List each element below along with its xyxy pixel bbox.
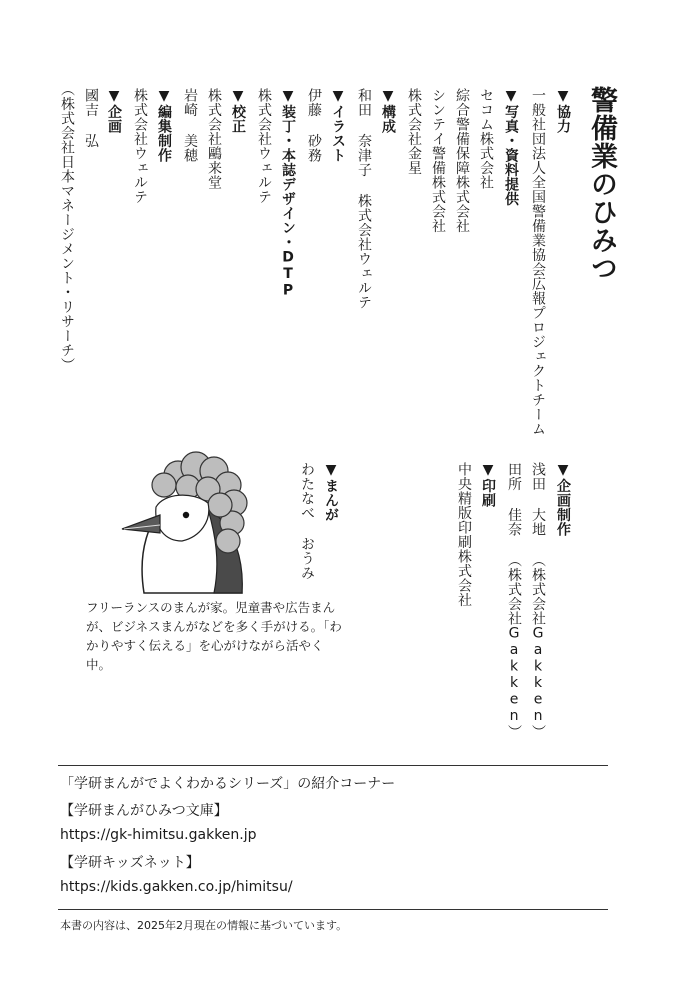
photos-label: ▼写真・資料提供 xyxy=(503,88,519,206)
book-title: 警備業のひみつ xyxy=(586,86,617,282)
planning-value-1: 國吉 弘 xyxy=(83,88,99,148)
production-value-2: 田所 佳奈 （株式会社Gakken） xyxy=(506,462,522,739)
planning-label: ▼企画 xyxy=(106,88,122,134)
link-name-2: 【学研キッズネット】 xyxy=(60,855,200,871)
cooperation-value: 一般社団法人全国警備業協会広報プロジェクトチーム xyxy=(530,88,546,436)
link-url-2[interactable]: https://kids.gakken.co.jp/himitsu/ xyxy=(60,879,293,895)
illustration-value: 伊藤 砂務 xyxy=(306,88,322,163)
cooperation-label: ▼協力 xyxy=(555,88,571,134)
series-heading: 「学研まんがでよくわかるシリーズ」の紹介コーナー xyxy=(60,776,396,792)
link-name-1: 【学研まんがひみつ文庫】 xyxy=(60,803,228,819)
composition-value: 和田 奈津子 株式会社ウェルテ xyxy=(356,88,372,310)
penguin-artist-illustration xyxy=(116,445,256,595)
production-label: ▼企画制作 xyxy=(555,462,571,537)
manga-value: わたなべ おうみ xyxy=(299,462,315,580)
production-value-1: 浅田 大地 （株式会社Gakken） xyxy=(530,462,546,739)
photos-value-1: セコム株式会社 xyxy=(478,88,494,190)
photos-value-4: 株式会社金星 xyxy=(406,88,422,175)
link-url-1[interactable]: https://gk-himitsu.gakken.jp xyxy=(60,827,257,843)
photos-value-2: 綜合警備保障株式会社 xyxy=(454,88,470,233)
proofreading-value-1: 株式会社鷗来堂 xyxy=(206,88,222,190)
composition-label: ▼構成 xyxy=(380,88,396,134)
printing-label: ▼印刷 xyxy=(480,462,496,508)
illustration-label: ▼イラスト xyxy=(330,88,346,163)
photos-value-3: シンテイ警備株式会社 xyxy=(430,88,446,233)
section-divider-bottom xyxy=(58,909,608,910)
artist-description: フリーランスのまんが家。児童書や広告まんが、ビジネスまんがなどを多く手がける。「わかりやすく伝える」を心がけながら活やく中。 xyxy=(86,600,342,672)
footnote: 本書の内容は、2025年2月現在の情報に基づいています。 xyxy=(60,919,348,932)
printing-value: 中央精版印刷株式会社 xyxy=(456,462,472,607)
design-label: ▼装丁・本誌デザイン・DTP xyxy=(280,88,296,299)
section-divider-top xyxy=(58,765,608,766)
editing-value: 株式会社ウェルテ xyxy=(132,88,148,204)
proofreading-label: ▼校正 xyxy=(230,88,246,134)
proofreading-value-2: 岩崎 美穂 xyxy=(182,88,198,163)
editing-label: ▼編集制作 xyxy=(156,88,172,163)
manga-label: ▼まんが xyxy=(323,462,339,522)
design-value: 株式会社ウェルテ xyxy=(256,88,272,204)
planning-value-2: （株式会社日本マネージメント・リサーチ） xyxy=(59,82,75,372)
